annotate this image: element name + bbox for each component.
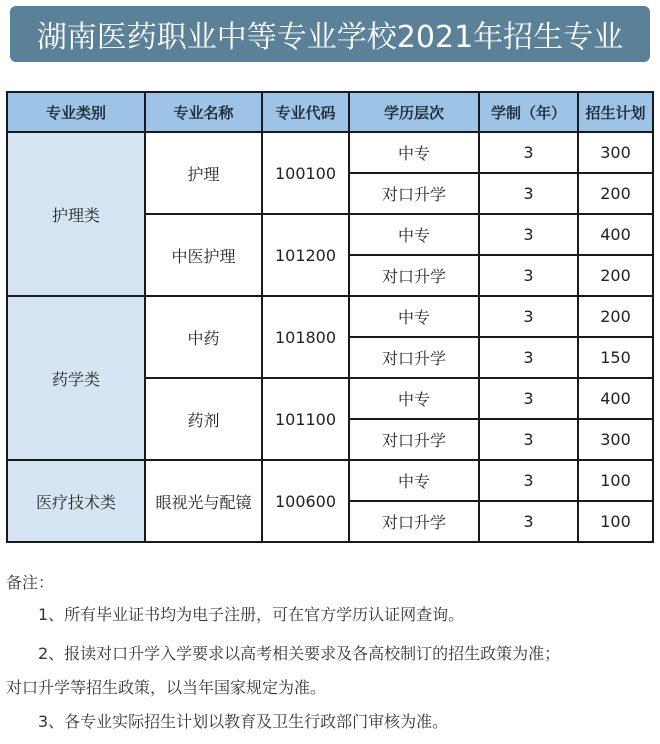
years-cell: 3 xyxy=(479,337,578,378)
level-cell: 中专 xyxy=(349,296,479,337)
header-education-level: 学历层次 xyxy=(349,92,479,132)
note-item: 2、报读对口升学入学要求以高考相关要求及各高校制订的招生政策为准； xyxy=(38,644,561,663)
header-enrollment-plan: 招生计划 xyxy=(578,92,653,132)
level-cell: 对口升学 xyxy=(349,337,479,378)
plan-cell: 300 xyxy=(578,132,653,173)
table-header-row xyxy=(7,92,653,132)
major-code-cell: 100600 xyxy=(262,460,349,542)
years-cell: 3 xyxy=(479,255,578,296)
header-category: 专业类别 xyxy=(7,92,145,132)
major-code-cell: 101800 xyxy=(262,296,349,378)
years-cell: 3 xyxy=(479,173,578,214)
major-code-cell: 101200 xyxy=(262,214,349,296)
notes-label: 备注： xyxy=(6,573,55,592)
header-duration: 学制（年） xyxy=(479,92,578,132)
plan-cell: 150 xyxy=(578,337,653,378)
table-row xyxy=(7,460,653,501)
major-name-cell: 眼视光与配镜 xyxy=(145,460,262,542)
level-cell: 中专 xyxy=(349,378,479,419)
major-name-cell: 药剂 xyxy=(145,378,262,460)
major-name-cell: 中药 xyxy=(145,296,262,378)
major-name-cell: 中医护理 xyxy=(145,214,262,296)
note-item: 3、各专业实际招生计划以教育及卫生行政部门审核为准。 xyxy=(38,712,449,731)
years-cell: 3 xyxy=(479,296,578,337)
level-cell: 对口升学 xyxy=(349,255,479,296)
plan-cell: 400 xyxy=(578,378,653,419)
table-row xyxy=(7,132,653,173)
level-cell: 中专 xyxy=(349,132,479,173)
note-item-continuation: 对口升学等招生政策，以当年国家规定为准。 xyxy=(6,678,327,697)
level-cell: 中专 xyxy=(349,214,479,255)
category-cell: 药学类 xyxy=(7,296,145,460)
plan-cell: 400 xyxy=(578,214,653,255)
plan-cell: 200 xyxy=(578,296,653,337)
years-cell: 3 xyxy=(479,460,578,501)
major-code-cell: 101100 xyxy=(262,378,349,460)
level-cell: 对口升学 xyxy=(349,419,479,460)
years-cell: 3 xyxy=(479,132,578,173)
plan-cell: 200 xyxy=(578,173,653,214)
title-banner xyxy=(10,6,650,62)
note-item: 1、所有毕业证书均为电子注册，可在官方学历认证网查询。 xyxy=(38,605,465,624)
level-cell: 对口升学 xyxy=(349,173,479,214)
table-row xyxy=(7,296,653,337)
major-code-cell: 100100 xyxy=(262,132,349,214)
category-cell: 护理类 xyxy=(7,132,145,296)
plan-cell: 300 xyxy=(578,419,653,460)
major-name-cell: 护理 xyxy=(145,132,262,214)
plan-cell: 100 xyxy=(578,460,653,501)
plan-cell: 200 xyxy=(578,255,653,296)
header-major-name: 专业名称 xyxy=(145,92,262,132)
plan-cell: 100 xyxy=(578,501,653,542)
header-major-code: 专业代码 xyxy=(262,92,349,132)
years-cell: 3 xyxy=(479,501,578,542)
years-cell: 3 xyxy=(479,214,578,255)
years-cell: 3 xyxy=(479,378,578,419)
level-cell: 中专 xyxy=(349,460,479,501)
category-cell: 医疗技术类 xyxy=(7,460,145,542)
page-title: 湖南医药职业中等专业学校2021年招生专业 xyxy=(36,20,624,55)
years-cell: 3 xyxy=(479,419,578,460)
level-cell: 对口升学 xyxy=(349,501,479,542)
enrollment-table xyxy=(6,91,654,543)
